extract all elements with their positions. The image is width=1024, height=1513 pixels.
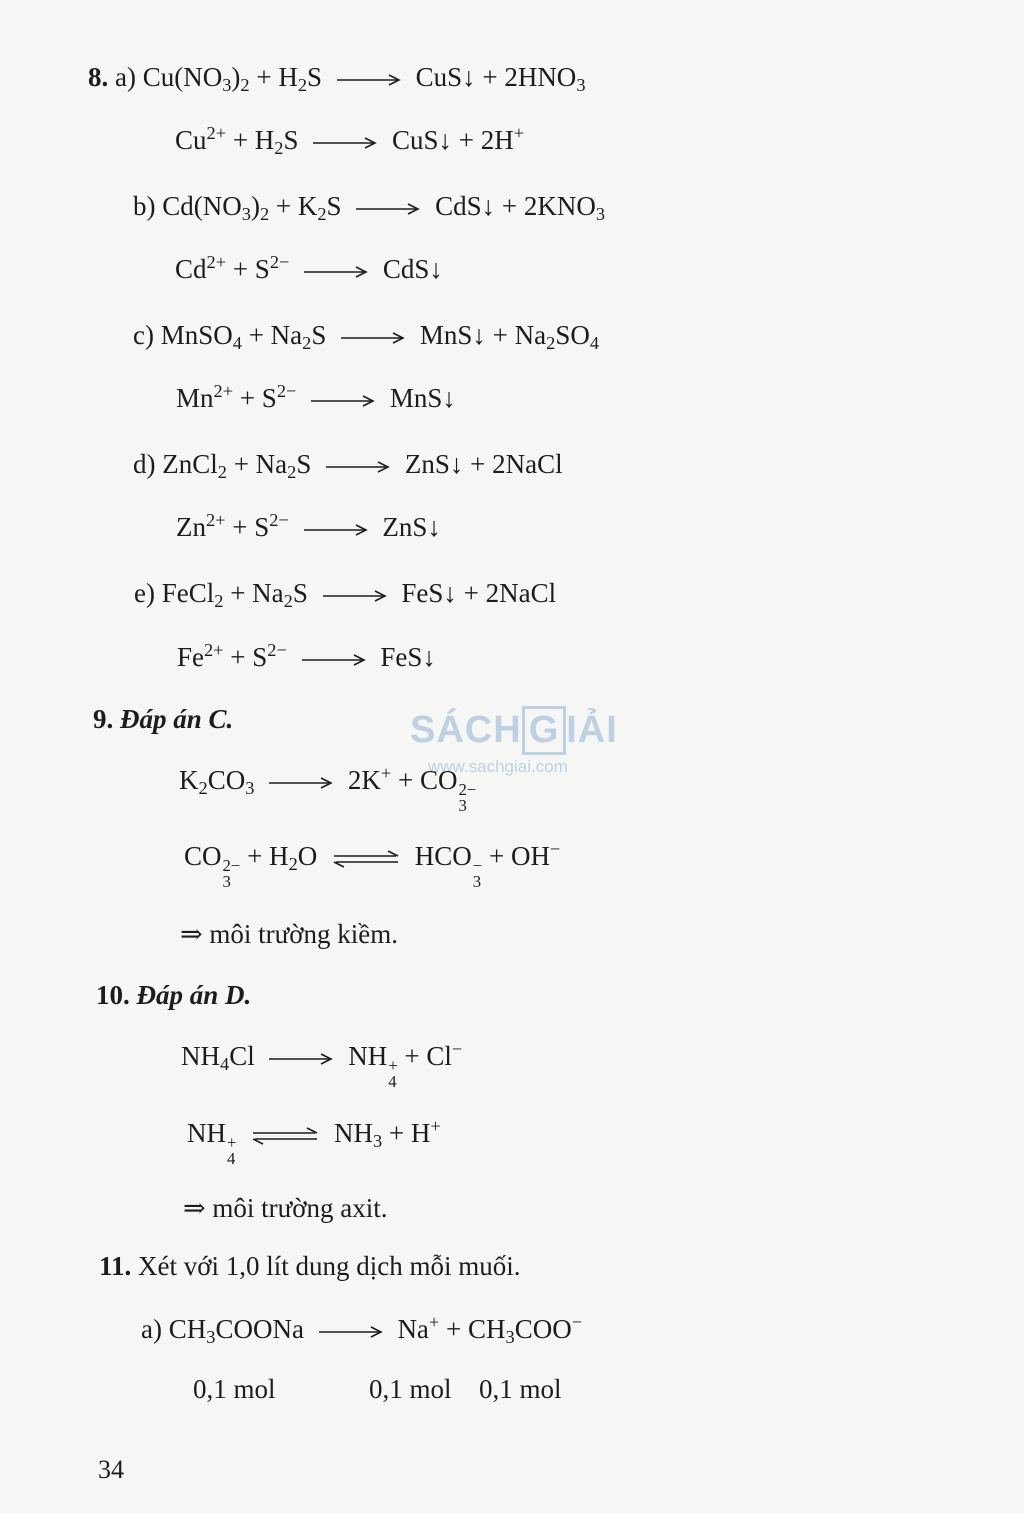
q10-eq1-right: NH + 4 + Cl− — [348, 1038, 463, 1091]
reaction-arrow-icon — [326, 461, 390, 473]
q8-c-ion-right: MnS↓ — [389, 383, 456, 413]
q8-a-mol-left: $Cu(NO_3)_2 + H_2S$ — [142, 62, 323, 96]
q8-b-molecular — [133, 191, 606, 225]
q11-heading — [99, 1253, 521, 1280]
q8-e-molecular — [134, 578, 557, 612]
reaction-arrow-icon — [356, 203, 420, 215]
q11-mol-1: 0,1 mol — [193, 1374, 276, 1404]
q9-equation-2 — [184, 838, 561, 891]
q11-a-left: $CH_3COONa$ — [168, 1314, 304, 1348]
q8-b-ion-left: $Cd^{2+} + S^{2-}$ — [175, 251, 290, 284]
reaction-arrow-icon — [323, 590, 387, 602]
q11-number: 11. — [99, 1251, 132, 1281]
q8-a-mol-right: CuS↓ + $2HNO_3$ — [415, 62, 586, 96]
reaction-arrow-icon — [311, 395, 375, 407]
q8-c-label: c) — [133, 320, 154, 350]
q10-equation-1 — [181, 1038, 463, 1091]
q10-answer: Đáp án D. — [136, 980, 252, 1010]
q8-c-ionic — [176, 380, 456, 413]
equilibrium-arrow-icon — [332, 850, 400, 868]
reaction-arrow-icon — [341, 332, 405, 344]
page-number: 34 — [98, 1455, 124, 1484]
q11-a-label: a) — [141, 1314, 162, 1344]
q8-e-mol-left: FeCl$_2$ + $Na_2S$ — [161, 578, 308, 612]
q8-e-ion-right: FeS↓ — [380, 642, 436, 672]
q8-d-mol-left: ZnCl$_2$ + $Na_2S$ — [162, 449, 312, 483]
reaction-arrow-icon — [319, 1326, 383, 1338]
q9-eq2-right: HCO − 3 + OH− — [414, 838, 561, 891]
q11-mol-2: 0,1 mol — [369, 1374, 452, 1404]
q10-number: 10. — [96, 980, 130, 1010]
q10-conclusion: ⇒ môi trường axit. — [183, 1193, 388, 1223]
q10-heading — [96, 982, 251, 1009]
q9-conclusion: ⇒ môi trường kiềm. — [180, 919, 399, 949]
q10-equation-2 — [187, 1115, 441, 1168]
q8-e-mol-right: FeS↓ + 2NaCl — [401, 578, 557, 608]
q10-eq2-right: $NH_3 + H^+$ — [333, 1115, 441, 1152]
q8-e-ionic — [177, 639, 436, 672]
reaction-arrow-icon — [313, 137, 377, 149]
q8-a-label: a) — [115, 62, 136, 92]
reaction-arrow-icon — [269, 1053, 333, 1065]
q8-b-ion-right: CdS↓ — [382, 254, 443, 284]
q10-eq2-left: NH + 4 — [187, 1118, 237, 1168]
reaction-arrow-icon — [337, 74, 401, 86]
q8-c-mol-left: MnSO$_4$ + $Na_2S$ — [160, 320, 327, 354]
reaction-arrow-icon — [269, 777, 333, 789]
q9-eq1-right: 2K+ + CO 2− 3 — [347, 762, 477, 815]
q9-equation-1 — [179, 762, 477, 815]
q10-eq1-left: $NH_4Cl$ — [181, 1041, 255, 1075]
watermark-logo: SÁCH G IẢI www.sachgiai.com — [410, 706, 618, 777]
q8-d-label: d) — [133, 449, 156, 479]
q8-d-ion-left: $Zn^{2+} + S^{2-}$ — [176, 509, 289, 542]
q8-b-mol-right: CdS↓ + $2KNO_3$ — [435, 191, 606, 225]
q8-a-ion-left: $Cu^{2+} + H_2S$ — [175, 122, 299, 159]
q8-number: 8. — [88, 62, 109, 92]
q8-a-molecular — [88, 62, 586, 96]
reaction-arrow-icon — [302, 654, 366, 666]
q8-d-ion-right: ZnS↓ — [382, 512, 441, 542]
q8-b-ionic — [175, 251, 443, 284]
q9-eq2-left: CO 2− 3 + $H_2O$ — [184, 841, 318, 891]
reaction-arrow-icon — [304, 266, 368, 278]
q8-c-molecular — [133, 320, 600, 354]
q8-b-mol-left: $Cd(NO_3)_2 + K_2S$ — [162, 191, 342, 225]
q11-a-equation — [141, 1311, 583, 1348]
q11-mol-3: 0,1 mol — [479, 1374, 562, 1404]
q8-c-ion-left: $Mn^{2+} + S^{2-}$ — [176, 380, 297, 413]
q8-d-ionic — [176, 509, 441, 542]
q11-text: Xét với 1,0 lít dung dịch mỗi muối. — [138, 1251, 521, 1281]
q8-e-label: e) — [134, 578, 155, 608]
q8-c-mol-right: MnS↓ + $Na_2SO_4$ — [419, 320, 600, 354]
q9-answer: Đáp án C. — [120, 704, 234, 734]
q9-eq1-left: $K_2CO_3$ — [179, 765, 255, 799]
q8-a-ion-right: CuS↓ + 2H+ — [392, 122, 525, 155]
q8-d-molecular — [133, 449, 563, 483]
q11-a-right: $Na^+ + CH_3COO^-$ — [397, 1311, 583, 1348]
q8-a-ionic — [175, 122, 525, 159]
q9-number: 9. — [93, 704, 114, 734]
q8-e-ion-left: $Fe^{2+} + S^{2-}$ — [177, 639, 287, 672]
reaction-arrow-icon — [304, 524, 368, 536]
q8-d-mol-right: ZnS↓ + 2NaCl — [404, 449, 563, 479]
q9-heading — [93, 706, 233, 733]
q8-b-label: b) — [133, 191, 156, 221]
equilibrium-arrow-icon — [251, 1127, 319, 1145]
